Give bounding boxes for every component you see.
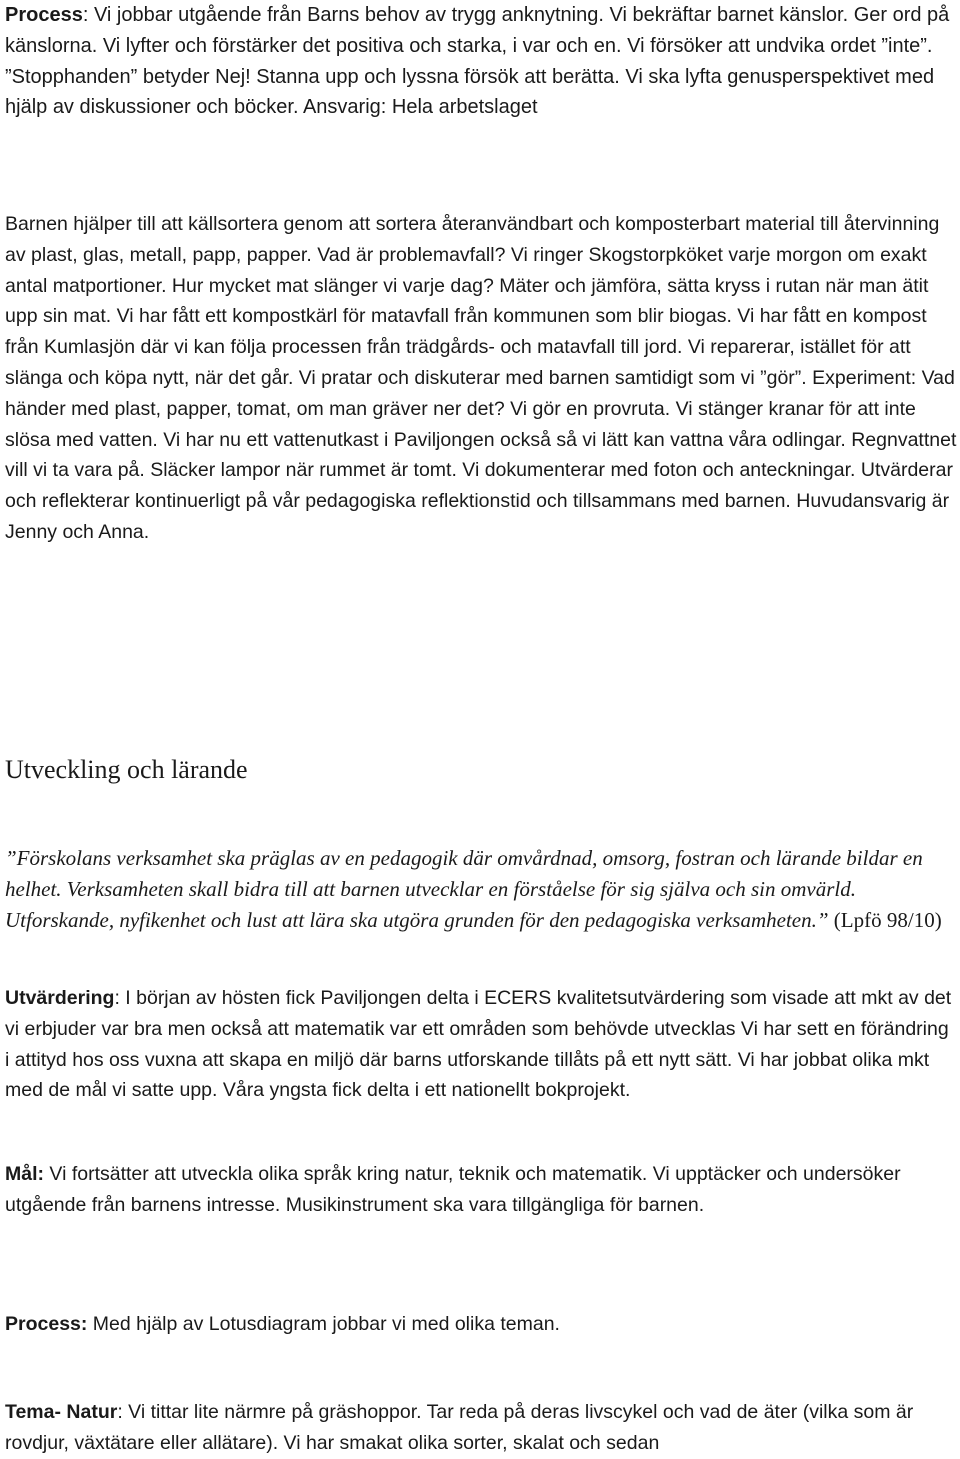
kallsortering-text: Barnen hjälper till att källsortera genom att sortera återanvändbart och komposterbart material till återvinning av plast, glas, metall, papp, papper. Vad är problemavfall? Vi ringer Skogstorpköket varje morgon om exakt antal matportioner. Hur mycket mat slänger vi varje dag? Mäter och jämföra, sätta kryss i rutan när man ätit upp sin mat. Vi har fått ett kompostkärl för matavfall från kommunen som blir biogas. Vi har fått en kompost från Kumlasjön där vi kan följa processen från trädgårds- och matavfall till jord. Vi reparerar, istället för att slänga och köpa nytt, när det går. Vi pratar och diskuterar med barnen samtidigt som vi ”gör”. Experiment: Vad händer med plast, papper, tomat, om man gräver ner det? Vi gör en provruta. Vi stänger kranar för att inte slösa med vatten. Vi har nu ett vattenutkast i Paviljongen också så vi lätt kan vattna våra odlingar. Regnvattnet vill vi ta vara på. Släcker lampor när rummet är tomt. Vi dokumenterar med foton och anteckningar. Utvärderar och reflekterar kontinuerligt på vår pedagogiska reflektionstid och tillsammans med barnen. Huvudansvarig är Jenny och Anna. bbox=[5, 213, 957, 543]
paragraph-kallsortering bbox=[5, 209, 957, 548]
quote-source: (Lpfö 98/10) bbox=[828, 907, 942, 932]
curriculum-quote bbox=[5, 843, 957, 935]
paragraph-tema-natur bbox=[5, 1397, 957, 1459]
mal-label: Mål: bbox=[5, 1163, 44, 1185]
paragraph-mal bbox=[5, 1159, 957, 1221]
utvardering-label: Utvärdering bbox=[5, 987, 115, 1009]
quote-text: ”Förskolans verksamhet ska präglas av en pedagogik där omvårdnad, omsorg, fostran och lärande bildar en helhet. Verksamheten skall bidra till att barnen utvecklar en förståelse för sig själva och sin omvärld. Utforskande, nyfikenhet och lust att lära ska utgöra grunden för den pedagogiska verksamheten.” bbox=[5, 846, 923, 932]
paragraph-utvardering bbox=[5, 983, 957, 1106]
process-2-label: Process: bbox=[5, 1313, 88, 1335]
process-label: Process bbox=[5, 4, 83, 26]
process-text: : Vi jobbar utgående från Barns behov av trygg anknytning. Vi bekräftar barnet känslor. Ger ord på känslorna. Vi lyfter och förstärker det positiva och starka, i var och en. Vi försöker att undvika ordet ”inte”. ”Stopphanden” betyder Nej! Stanna upp och lyssna försök att berätta. Vi ska lyfta genusperspektivet med hjälp av diskussioner och böcker. Ansvarig: Hela arbetslaget bbox=[5, 4, 950, 119]
tema-natur-label: Tema- Natur bbox=[5, 1401, 118, 1423]
section-heading: Utveckling och lärande bbox=[5, 755, 248, 784]
mal-text: Vi fortsätter att utveckla olika språk kring natur, teknik och matematik. Vi upptäcker och undersöker utgående från barnens intresse. Musikinstrument ska vara tillgängliga för barnen. bbox=[5, 1163, 901, 1216]
paragraph-process-lotusdiagram bbox=[5, 1309, 957, 1340]
utvardering-text: : I början av hösten fick Paviljongen delta i ECERS kvalitetsutvärdering som visade att mkt av det vi erbjuder var bra men också att matematik var ett områden som behövde utvecklas Vi har sett en förändring i attityd hos oss vuxna att skapa en miljö där barns utforskande tillåts på ett nytt sätt. Vi har jobbat olika mkt med de mål vi satte upp. Våra yngsta fick delta i ett nationellt bokprojekt. bbox=[5, 987, 952, 1102]
tema-natur-text: : Vi tittar lite närmre på gräshoppor. Tar reda på deras livscykel och vad de äter (vilka som är rovdjur, växtätare eller allätare). Vi har smakat olika sorter, skalat och sedan bbox=[5, 1401, 914, 1454]
paragraph-process-trygg-anknytning bbox=[5, 0, 957, 123]
process-2-text: Med hjälp av Lotusdiagram jobbar vi med olika teman. bbox=[87, 1313, 560, 1335]
